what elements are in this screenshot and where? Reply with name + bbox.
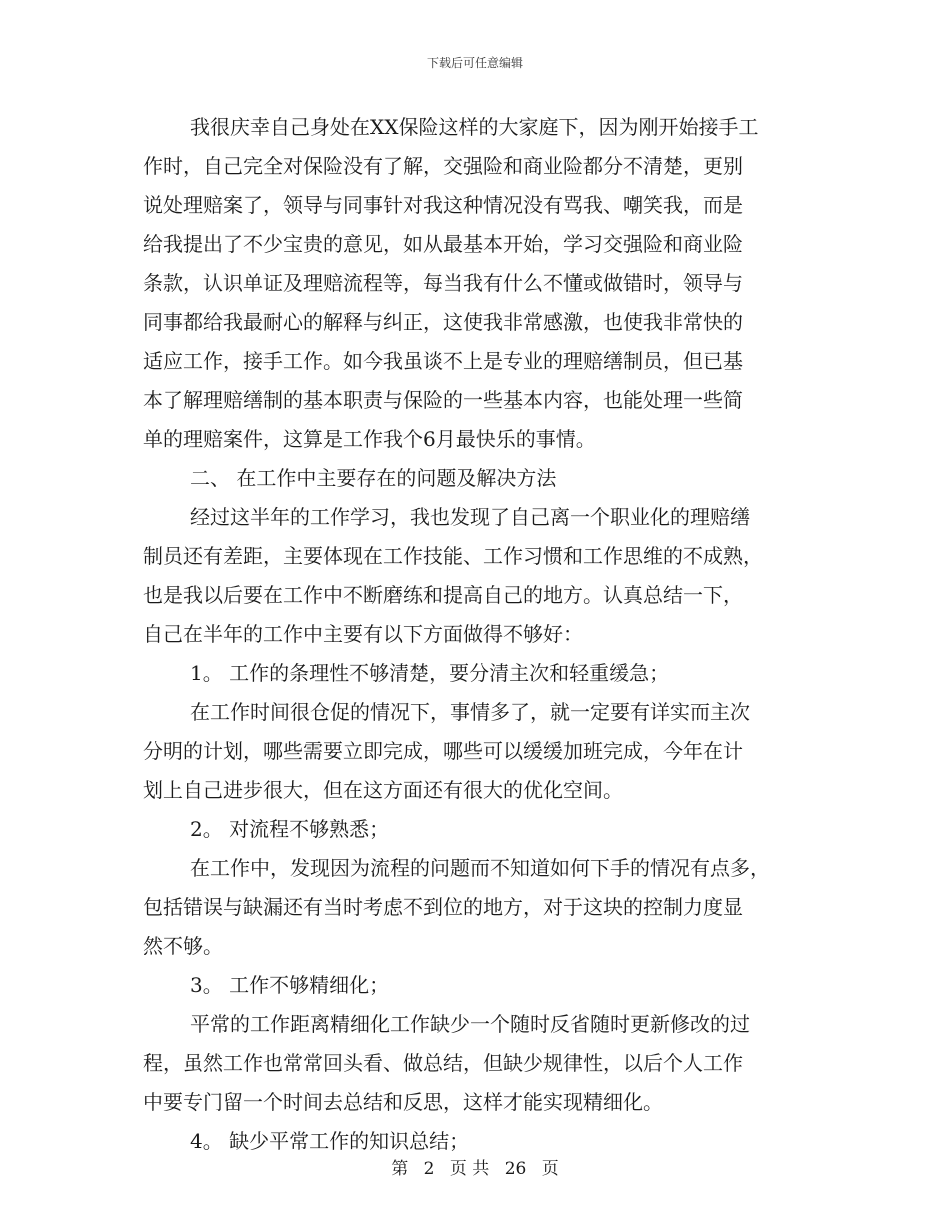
total-pages: 26 [504,1159,527,1179]
text-line: 给我提出了不少宝贵的意见，如从最基本开始，学习交强险和商业险 [143,232,743,256]
text-line: 然不够。 [143,934,223,958]
text-line: 适应工作，接手工作。如今我虽谈不上是专业的理赔缮制员，但已基 [143,349,743,373]
list-item-heading: 3。 工作不够精细化； [190,973,390,997]
page-footer [0,1154,950,1179]
text-line: 条款，认识单证及理赔流程等，每当我有什么不懂或做错时，领导与 [143,271,743,295]
page-header: 下载后可任意编辑 [426,56,523,70]
text-line: 划上自己进步很大，但在这方面还有很大的优化空间。 [143,778,623,802]
list-item-heading: 4。 缺少平常工作的知识总结； [190,1129,470,1153]
footer-prefix: 第 [391,1159,409,1179]
text-line: 分明的计划，哪些需要立即完成，哪些可以缓缓加班完成，今年在计 [143,739,743,763]
text-line: 同事都给我最耐心的解释与纠正，这使我非常感激，也使我非常快的 [143,310,743,334]
footer-middle: 页 共 [449,1159,490,1179]
text-line: 经过这半年的工作学习，我也发现了自己离一个职业化的理赔缮 [190,505,750,529]
text-line: 作时，自己完全对保险没有了解，交强险和商业险都分不清楚，更别 [143,154,743,178]
text-line: 程，虽然工作也常常回头看、做总结，但缺少规律性，以后个人工作 [143,1051,743,1075]
section-heading: 二、 在工作中主要存在的问题及解决方法 [190,466,557,490]
text-line: 自己在半年的工作中主要有以下方面做得不够好： [143,622,583,646]
footer-suffix: 页 [541,1159,559,1179]
text-line: 包括错误与缺漏还有当时考虑不到位的地方，对于这块的控制力度显 [143,895,743,919]
list-item-heading: 2。 对流程不够熟悉； [190,817,390,841]
text-line: 在工作时间很仓促的情况下，事情多了，就一定要有详实而主次 [190,700,750,724]
text-line: 中要专门留一个时间去总结和反思，这样才能实现精细化。 [143,1090,663,1114]
text-line: 也是我以后要在工作中不断磨练和提高自己的地方。认真总结一下， [143,583,743,607]
list-item-heading: 1。 工作的条理性不够清楚，要分清主次和轻重缓急； [190,661,670,685]
text-line: 本了解理赔缮制的基本职责与保险的一些基本内容，也能处理一些简 [143,388,743,412]
text-line: 在工作中，发现因为流程的问题而不知道如何下手的情况有点多， [190,856,770,880]
text-line: 说处理赔案了，领导与同事针对我这种情况没有骂我、嘲笑我，而是 [143,193,743,217]
text-line: 制员还有差距，主要体现在工作技能、工作习惯和工作思维的不成熟， [143,544,763,568]
text-line: 单的理赔案件，这算是工作我个6月最快乐的事情。 [143,427,596,451]
text-line: 我很庆幸自己身处在XX保险这样的大家庭下，因为刚开始接手工 [190,115,759,139]
text-line: 平常的工作距离精细化工作缺少一个随时反省随时更新修改的过 [190,1012,750,1036]
page-number: 2 [423,1159,435,1179]
